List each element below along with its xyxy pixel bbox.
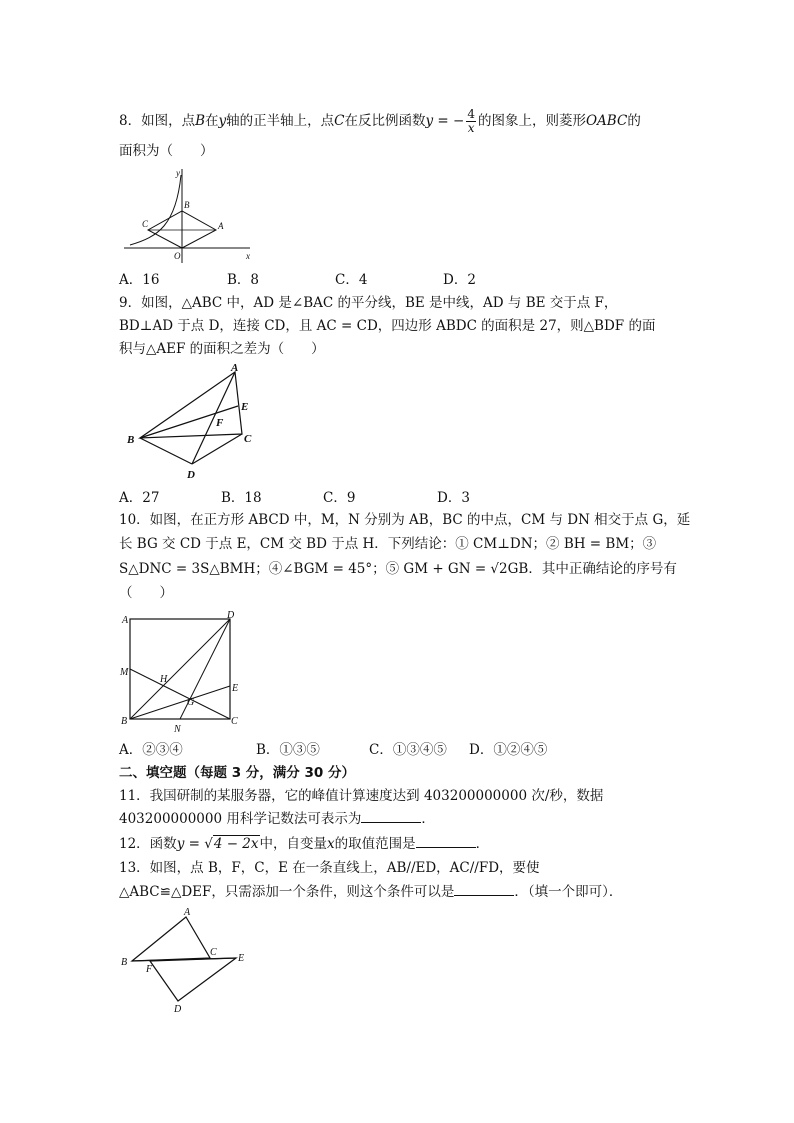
label-b: B (184, 200, 190, 210)
section-heading: 二、填空题（每题 3 分，满分 30 分） (119, 765, 355, 781)
q10-line2: 长 BG 交 CD 于点 E，CM 交 BD 于点 H．下列结论：① CM⊥DN；② BH = BM；③ (119, 536, 657, 552)
q8-option-c[interactable]: C．4 (335, 272, 368, 288)
q8-text: 的 (627, 113, 641, 129)
q12-function: y = (176, 836, 205, 852)
label-e: E (241, 401, 249, 413)
q8-option-a[interactable]: A．16 (119, 272, 160, 288)
q10-option-b[interactable]: B．①③⑤ (256, 742, 320, 758)
label-g: G (187, 697, 195, 708)
label-a: A (231, 362, 239, 374)
label-b: B (127, 434, 135, 446)
q13-line2 (119, 883, 622, 901)
label-a: A (184, 907, 191, 918)
q9-option-d[interactable]: D．3 (437, 490, 470, 506)
label-y: y (176, 168, 180, 178)
q12-radicand: 4 − 2x (213, 836, 259, 852)
q8-text: 轴的正半轴上，点 (226, 113, 335, 129)
q11-text: ． (421, 811, 435, 827)
q8-var: OABC (585, 113, 628, 129)
label-n: N (174, 724, 181, 735)
segment-bd (140, 438, 192, 464)
q13-figure (118, 903, 258, 1018)
q9-line1: 9．如图，△ABC 中，AD 是∠BAC 的平分线，BE 是中线，AD 与 BE 交于点 F， (119, 295, 618, 311)
q10-line3: S△DNC = 3S△BMH；④∠BGM = 45°；⑤ GM + GN = √2GB．其中正确结论的序号有 (119, 561, 677, 577)
q8-var: C (334, 113, 345, 129)
q12-var: x (327, 836, 335, 852)
triangle-def (150, 958, 236, 1001)
label-a: A (218, 221, 224, 231)
label-b: B (121, 716, 128, 727)
q10-options (119, 741, 547, 759)
label-c: C (210, 947, 217, 958)
label-f: F (216, 417, 224, 429)
diagonal-bd (130, 619, 230, 719)
q10-figure (118, 608, 248, 738)
q11-line1: 11．我国研制的某服务器，它的峰值计算速度达到 403200000000 次/秒，数据 (119, 788, 604, 804)
label-f: F (146, 964, 153, 975)
q8-options (119, 271, 476, 289)
q9-options (119, 489, 470, 507)
label-d: D (227, 610, 235, 621)
q8-text: 8．如图，点 (119, 113, 196, 129)
segment-ad (192, 372, 235, 464)
frac-numerator: 4 (467, 107, 475, 121)
q8-option-d[interactable]: D．2 (443, 272, 476, 288)
label-a: A (122, 615, 129, 626)
label-d: D (187, 469, 195, 481)
q12-line: 12．函数y = √4 − 2x中，自变量x的取值范围是 ． (119, 836, 490, 852)
segment-cm (130, 669, 230, 719)
q12-answer-blank[interactable] (416, 835, 476, 848)
label-b: B (121, 957, 128, 968)
q11-answer-blank[interactable] (361, 810, 421, 823)
q10-line1: 10．如图，在正方形 ABCD 中，M，N 分别为 AB，BC 的中点，CM 与 DN 相交于点 G，延 (119, 512, 691, 528)
label-e: E (238, 953, 245, 964)
q12-text: 的取值范围是 (334, 836, 416, 852)
label-h: H (160, 674, 168, 685)
q8-text: 的图象上，则菱形 (477, 113, 586, 129)
q9-option-c[interactable]: C．9 (323, 490, 356, 506)
label-c: C (244, 433, 252, 445)
q11-text: 403200000000 用科学记数法可表示为 (119, 811, 362, 827)
label-m: M (120, 667, 129, 678)
q9-figure (120, 362, 260, 487)
q8-line2: 面积为（ ） (119, 143, 214, 159)
q9-option-a[interactable]: A．27 (119, 490, 160, 506)
q10-option-c[interactable]: C．①③④⑤ (369, 742, 447, 758)
q9-line3: 积与△AEF 的面积之差为（ ） (119, 341, 325, 357)
q13-text: △ABC≌△DEF，只需添加一个条件，则这个条件可以是 (119, 884, 455, 900)
q8-line1 (119, 108, 641, 135)
q12-text: ． (475, 836, 490, 852)
triangle-abc (132, 917, 210, 961)
q10-option-d[interactable]: D．①②④⑤ (469, 742, 548, 758)
label-x: x (246, 251, 250, 261)
triangle-abc (140, 372, 242, 438)
q8-text: 在反比例函数 (344, 113, 426, 129)
q13-answer-blank[interactable] (454, 883, 514, 896)
q8-figure (118, 165, 258, 265)
q11-line2 (119, 810, 435, 828)
label-c: C (142, 219, 149, 229)
q8-function: y = − (425, 113, 465, 129)
label-d: D (174, 1004, 182, 1015)
label-c: C (231, 716, 238, 727)
q12-text: 中，自变量 (259, 836, 328, 852)
q8-var: B (195, 113, 206, 129)
label-o: O (174, 251, 181, 261)
q13-line1: 13．如图，点 B，F，C，E 在一条直线上，AB//ED，AC//FD，要使 (119, 860, 540, 876)
q8-option-b[interactable]: B．8 (227, 272, 260, 288)
q8-text: 在 (205, 113, 219, 129)
label-e: E (232, 683, 239, 694)
q12-text: 12．函数 (119, 836, 177, 852)
q8-var: y (218, 113, 227, 129)
frac-denominator: x (467, 121, 475, 135)
q10-line4: （ ） (119, 585, 173, 601)
q9-option-b[interactable]: B．18 (221, 490, 262, 506)
q10-option-a[interactable]: A．②③④ (119, 742, 183, 758)
q8-fraction (466, 108, 476, 135)
q13-text: ．（填一个即可）． (514, 884, 623, 900)
q9-line2: BD⊥AD 于点 D，连接 CD，且 AC = CD，四边形 ABDC 的面积是 27，则△BDF 的面 (119, 318, 656, 334)
segment-be (130, 686, 230, 719)
